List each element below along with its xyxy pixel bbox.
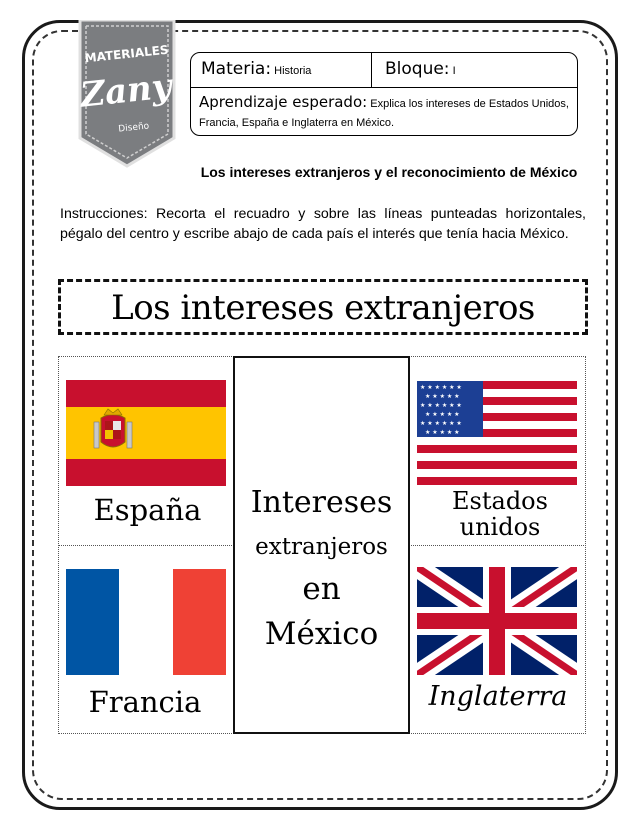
aprendizaje-field <box>199 93 571 133</box>
label-inglaterra: Inglaterra <box>428 681 568 712</box>
aprendizaje-value: Explica los intereses de Estados Unidos, Francia, España e Inglaterra en México. <box>199 98 569 129</box>
label-espana: España <box>93 493 202 527</box>
header-divider-horizontal <box>191 87 577 88</box>
bloque-label: Bloque: <box>385 59 450 79</box>
france-flag <box>66 569 226 675</box>
page-title: Los intereses extranjeros y el reconocimiento de México <box>200 164 578 180</box>
materia-field <box>201 59 311 79</box>
bloque-field <box>385 59 456 79</box>
header-divider-vertical <box>371 53 372 87</box>
banner-text: Los intereses extranjeros <box>111 288 535 328</box>
spain-flag <box>66 380 226 486</box>
instructions: Instrucciones: Recorta el recuadro y sobre las líneas punteadas horizontales, pégalo del centro y escribe abajo de cada país el interés que tenía hacia México. <box>60 206 586 242</box>
logo-line2: Zany <box>78 66 174 116</box>
center-line3: en <box>302 571 341 607</box>
aprendizaje-label: Aprendizaje esperado: <box>199 93 368 111</box>
svg-text:★ ★ ★ ★ ★: ★ ★ ★ ★ ★ <box>425 411 460 418</box>
logo-line3: Diseño <box>117 121 150 135</box>
uk-flag <box>417 567 577 675</box>
svg-text:★ ★ ★ ★ ★: ★ ★ ★ ★ ★ <box>425 393 460 400</box>
label-usa-line1: Estados <box>452 487 548 515</box>
bloque-value: I <box>449 65 456 77</box>
svg-text:★ ★ ★ ★ ★: ★ ★ ★ ★ ★ <box>425 429 460 436</box>
center-line2: extranjeros <box>255 534 388 560</box>
svg-text:★ ★ ★ ★ ★ ★: ★ ★ ★ ★ ★ ★ <box>420 420 462 427</box>
svg-text:★ ★ ★ ★ ★ ★: ★ ★ ★ ★ ★ ★ <box>420 402 462 409</box>
svg-text:★ ★ ★ ★ ★ ★: ★ ★ ★ ★ ★ ★ <box>420 384 462 391</box>
label-usa-line2: unidos <box>459 513 541 541</box>
materia-label: Materia: <box>201 59 272 79</box>
usa-flag <box>417 381 577 485</box>
center-line1: Intereses <box>250 485 393 520</box>
banner <box>58 279 588 335</box>
header-box <box>190 52 578 136</box>
materia-value: Historia <box>271 65 312 77</box>
logo-line1: MATERIALES <box>83 42 170 66</box>
label-francia: Francia <box>88 685 202 719</box>
logo <box>72 20 182 168</box>
center-line4: México <box>264 616 379 652</box>
center-panel <box>233 356 410 734</box>
